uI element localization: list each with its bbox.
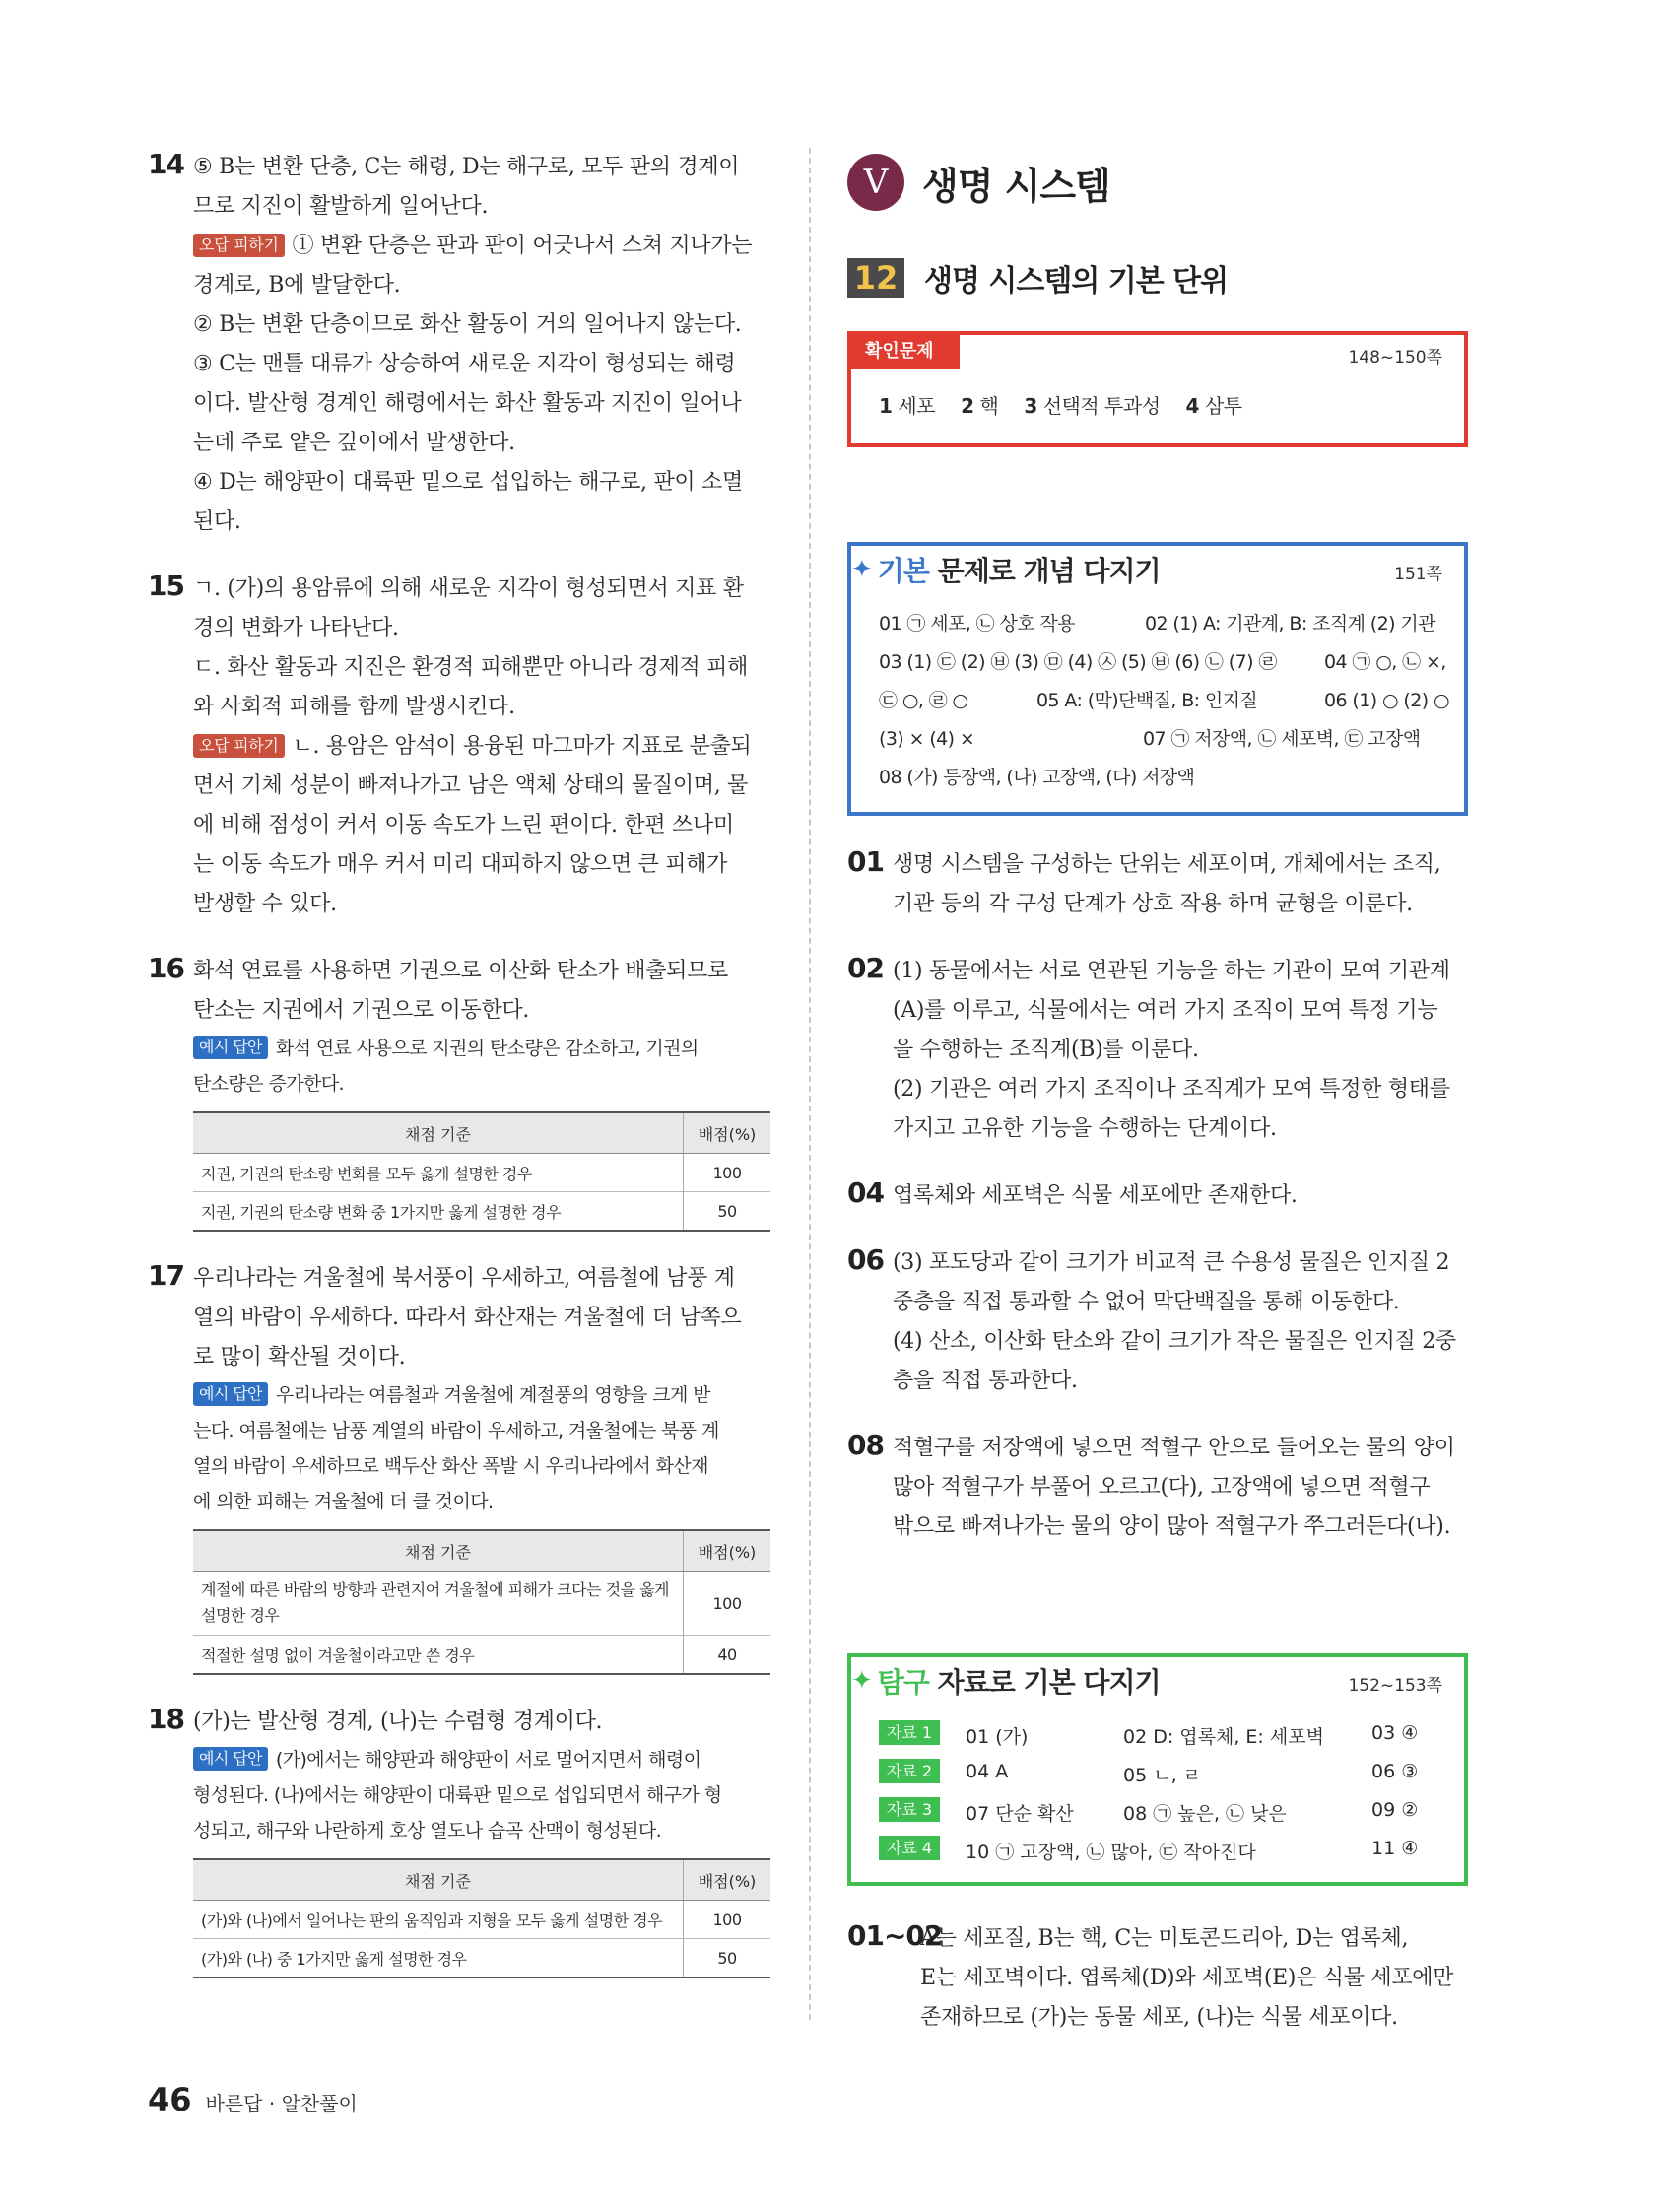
text-line: 기관 등의 각 구성 단계가 상호 작용 하며 균형을 이룬다. [893,892,1413,916]
text-line [193,727,770,767]
text-line: A는 세포질, B는 핵, C는 미토콘드리아, D는 엽록체, [920,1926,1409,1951]
text-line [193,227,770,266]
item-number: 2 [961,394,974,418]
answer-line [193,1031,770,1066]
data-chip: 자료 1 [879,1720,940,1745]
text-line: ④ D는 해양판이 대륙판 밑으로 섭입하는 해구로, 판이 소멸 [193,470,743,495]
answer-segment: 06 (1) ○ (2) ○ [1324,690,1449,711]
explanation-01 [847,845,1468,924]
answer-segment: 04 ㉠ ○, ㉡ ×, [1324,651,1446,673]
question-number: 15 [148,570,184,602]
score-cell: 100 [684,1572,771,1636]
answer-segment: 07 ㉠ 저장액, ㉡ 세포벽, ㉢ 고장액 [1143,728,1421,750]
text-line: 와 사회적 피해를 함께 발생시킨다. [193,695,515,719]
basic-answers [879,605,1449,797]
answer-segment: 02 (1) A: 기관계, B: 조직계 (2) 기관 [1145,613,1435,635]
wrong-answer-tag: 오답 피하기 [193,234,285,257]
explanation-02 [847,952,1468,1149]
criteria-header: 채점 기준 [193,1112,684,1154]
confirm-item [1186,390,1242,419]
item-answer: 세포 [898,394,936,418]
chapter-title: 생명 시스템의 기본 단위 [924,264,1229,299]
answer-segment: 09 ② [1371,1799,1419,1821]
confirm-answers [879,390,1242,419]
text-line: 을 수행하는 조직계(B)를 이룬다. [893,1038,1199,1062]
answer-line: 는다. 여름철에는 남풍 계열의 바람이 우세하고, 겨울철에는 북풍 계 [193,1420,719,1441]
answer-line: 열의 바람이 우세하므로 백두산 화산 폭발 시 우리나라에서 화산재 [193,1455,708,1477]
text-line: 많아 적혈구가 부풀어 오르고(다), 고장액에 넣으면 적혈구 [893,1475,1431,1500]
text-line: (2) 기관은 여러 가지 조직이나 조직계가 모여 특정한 형태를 [893,1077,1450,1102]
text-line: ③ C는 맨틀 대류가 상승하여 새로운 지각이 형성되는 해령 [193,352,736,376]
answer-segment: 05 A: (막)단백질, B: 인지질 [1036,690,1258,711]
text-line: ㄷ. 화산 활동과 지진은 환경적 피해뿐만 아니라 경제적 피해 [193,655,749,680]
data-chip: 자료 3 [879,1797,940,1822]
question-17 [148,1259,770,1675]
sparkle-icon: ✦ [851,555,872,584]
explore-row [879,1793,1440,1832]
item-answer: 삼투 [1204,394,1242,418]
wrong-answer-tag: 오답 피하기 [193,734,285,758]
left-column [148,148,770,2006]
answer-row [879,759,1440,797]
answer-segment: 06 ③ [1371,1761,1419,1782]
title-highlight: 탐구 [877,1666,929,1699]
question-number: 06 [847,1243,884,1276]
tag-line-text: (가)에서는 해양판과 해양판이 서로 멀어지면서 해령이 [275,1749,701,1771]
confirm-box-label: 확인문제 [851,335,960,369]
sparkle-icon: ✦ [851,1666,872,1696]
question-number: 01 [847,845,884,878]
criteria-cell: 적절한 설명 없이 겨울철이라고만 쓴 경우 [193,1636,684,1675]
basic-concept-box [847,542,1468,816]
text-line: 존재하므로 (가)는 동물 세포, (나)는 식물 세포이다. [920,2005,1398,2030]
text-line: ⑤ B는 변환 단층, C는 해령, D는 해구로, 모두 판의 경계이 [193,155,740,179]
answer-segment: 02 D: 엽록체, E: 세포벽 [1123,1726,1324,1748]
sample-answer-tag: 예시 답안 [193,1747,268,1771]
answer-line: 형성된다. (나)에서는 해양판이 대륙판 밑으로 섭입되면서 해구가 형 [193,1784,722,1806]
basic-box-title [851,550,1161,589]
explore-row [879,1832,1440,1870]
answer-segment: (3) × (4) × [879,728,975,750]
answer-segment: 11 ④ [1371,1838,1419,1859]
question-number: 02 [847,952,884,984]
question-15 [148,570,770,924]
answer-line: 탄소량은 증가한다. [193,1073,344,1095]
text-line: 경의 변화가 나타난다. [193,616,399,640]
score-cell: 100 [684,1154,771,1192]
criteria-header: 채점 기준 [193,1859,684,1901]
item-number: 1 [879,394,893,418]
answer-segment: 04 A [966,1761,1009,1782]
text-line: 에 비해 점성이 커서 이동 속도가 느린 편이다. 한편 쓰나미 [193,813,734,838]
tag-line-text: ① 변환 단층은 판과 판이 어긋나서 스쳐 지나가는 [292,234,753,258]
answer-segment: 01 (가) [966,1726,1029,1748]
explore-data-box [847,1653,1468,1886]
table-row [193,1636,770,1675]
question-number: 04 [847,1176,884,1209]
question-18 [148,1703,770,1978]
question-16 [148,952,770,1232]
criteria-cell: (가)와 (나)에서 일어나는 판의 움직임과 지형을 모두 옳게 설명한 경우 [193,1901,684,1939]
sample-answer-tag: 예시 답안 [193,1382,268,1406]
page-footer [148,2081,358,2118]
answer-segment: 08 ㉠ 높은, ㉡ 낮은 [1123,1803,1287,1825]
question-number: 08 [847,1429,884,1461]
confirm-item [879,390,935,419]
explanation-04 [847,1176,1468,1216]
text-line: (A)를 이루고, 식물에서는 여러 가지 조직이 모여 특정 기능 [893,998,1438,1023]
right-column [847,148,1468,2065]
text-line: 로 많이 확산될 것이다. [193,1345,406,1370]
answer-segment: 05 ㄴ, ㄹ [1123,1765,1202,1786]
text-line: 층을 직접 통과한다. [893,1369,1078,1393]
score-cell: 50 [684,1192,771,1232]
text-line: (1) 동물에서는 서로 연관된 기능을 하는 기관이 모여 기관계 [893,959,1450,983]
grading-table-header [193,1859,770,1901]
explanation-08 [847,1429,1468,1547]
answer-segment: 10 ㉠ 고장액, ㉡ 많아, ㉢ 작아진다 [966,1842,1256,1863]
page-reference: 152~153쪽 [1348,1676,1442,1696]
grading-table [193,1858,770,1978]
text-line: ㄱ. (가)의 용암류에 의해 새로운 지각이 형성되면서 지표 환 [193,576,744,601]
criteria-cell: 지권, 기권의 탄소량 변화 중 1가지만 옳게 설명한 경우 [193,1192,684,1232]
table-row [193,1154,770,1192]
sample-answer-tag: 예시 답안 [193,1036,268,1059]
table-row [193,1901,770,1939]
text-line: (4) 산소, 이산화 탄소와 같이 크기가 작은 물질은 인지질 2중 [893,1329,1456,1354]
tag-line-text: 우리나라는 여름철과 겨울철에 계절풍의 영향을 크게 받 [275,1384,710,1406]
question-number: 18 [148,1703,184,1735]
answer-line [193,1377,770,1413]
text-line: 가지고 고유한 기능을 수행하는 단계이다. [893,1116,1277,1141]
text-line: 는 이동 속도가 매우 커서 미리 대피하지 않으면 큰 피해가 [193,852,728,877]
answer-row [879,605,1440,643]
data-chip: 자료 4 [879,1836,940,1860]
text-line: (3) 포도당과 같이 크기가 비교적 큰 수용성 물질은 인지질 2 [893,1250,1450,1275]
score-cell: 100 [684,1901,771,1939]
answer-line [193,1742,770,1777]
text-line: (가)는 발산형 경계, (나)는 수렴형 경계이다. [193,1709,603,1734]
criteria-cell: 계절에 따른 바람의 방향과 관련지어 겨울철에 피해가 크다는 것을 옳게 설명한 경우 [193,1572,684,1636]
text-line: 중층을 직접 통과할 수 없어 막단백질을 통해 이동한다. [893,1290,1400,1314]
text-line: 경계로, B에 발달한다. [193,273,401,298]
confirm-item [1024,390,1160,419]
text-line: 는데 주로 얕은 깊이에서 발생한다. [193,431,515,455]
unit-title: 생명 시스템 [922,164,1110,208]
tag-line-text: 화석 연료 사용으로 지권의 탄소량은 감소하고, 기권의 [275,1038,699,1059]
page-reference: 151쪽 [1394,565,1442,584]
unit-header [847,148,1468,217]
answer-segment: 03 (1) ㉢ (2) ㉥ (3) ㉤ (4) ㉦ (5) ㉥ (6) ㉡ (7) ㉣ [879,651,1277,673]
question-number: 01~02 [847,1919,943,1952]
text-line: 탄소는 지권에서 기권으로 이동한다. [193,998,530,1023]
table-row [193,1572,770,1636]
score-cell: 50 [684,1939,771,1978]
text-line: 화석 연료를 사용하면 기권으로 이산화 탄소가 배출되므로 [193,959,729,983]
question-number: 16 [148,952,184,984]
text-line: 밖으로 빠져나가는 물의 양이 많아 적혈구가 쭈그러든다(나). [893,1514,1451,1539]
answer-segment: 07 단순 확산 [966,1803,1074,1825]
page-reference: 148~150쪽 [1348,348,1442,368]
footer-text: 바른답 · 알찬풀이 [205,2092,358,2115]
confirm-item [961,390,998,419]
grading-table-header [193,1530,770,1572]
text-line: 생명 시스템을 구성하는 단위는 세포이며, 개체에서는 조직, [893,852,1441,877]
item-answer: 선택적 투과성 [1042,394,1161,418]
text-line: 므로 지진이 활발하게 일어난다. [193,194,489,219]
answer-line: 에 의한 피해는 겨울철에 더 클 것이다. [193,1491,494,1512]
title-rest: 자료로 기본 다지기 [928,1666,1161,1699]
score-header: 배점(%) [684,1530,771,1572]
title-highlight: 기본 [877,555,929,587]
answer-row [879,643,1446,682]
text-line: 적혈구를 저장액에 넣으면 적혈구 안으로 들어오는 물의 양이 [893,1436,1455,1460]
text-line: 면서 기체 성분이 빠져나가고 남은 액체 상태의 물질이며, 물 [193,773,749,798]
criteria-cell: 지권, 기권의 탄소량 변화를 모두 옳게 설명한 경우 [193,1154,684,1192]
explore-row [879,1755,1440,1793]
chapter-number: 12 [847,258,904,298]
answer-row [879,682,1449,720]
answer-line: 성되고, 해구와 나란하게 호상 열도나 습곡 산맥이 형성된다. [193,1820,662,1842]
unit-number-badge: V [847,154,904,211]
text-line: ② B는 변환 단층이므로 화산 활동이 거의 일어나지 않는다. [193,312,742,337]
grading-table [193,1529,770,1675]
explore-row [879,1716,1440,1755]
score-header: 배점(%) [684,1859,771,1901]
text-line: 발생할 수 있다. [193,892,337,916]
chapter-header [847,256,1468,300]
answer-segment: 03 ④ [1371,1722,1419,1744]
text-line: 열의 바람이 우세하다. 따라서 화산재는 겨울철에 더 남쪽으 [193,1306,742,1330]
item-number: 3 [1024,394,1037,418]
text-line: 된다. [193,509,241,534]
score-header: 배점(%) [684,1112,771,1154]
explore-answers [879,1716,1440,1870]
text-line: 우리나라는 겨울철에 북서풍이 우세하고, 여름철에 남풍 계 [193,1266,735,1291]
score-cell: 40 [684,1636,771,1675]
table-row [193,1192,770,1232]
question-number: 17 [148,1259,184,1292]
text-line: E는 세포벽이다. 엽록체(D)와 세포벽(E)은 식물 세포에만 [920,1966,1454,1990]
answer-segment: 01 ㉠ 세포, ㉡ 상호 작용 [879,613,1075,635]
column-divider [809,148,811,2020]
grading-table-header [193,1112,770,1154]
answer-segment: 08 (가) 등장액, (나) 고장액, (다) 저장액 [879,767,1195,788]
criteria-header: 채점 기준 [193,1530,684,1572]
question-number: 14 [148,148,184,180]
tag-line-text: ㄴ. 용암은 암석이 용융된 마그마가 지표로 분출되 [292,734,752,759]
explanation-01-02 [847,1919,1468,2038]
answer-row [879,720,1440,759]
explore-box-title [851,1661,1161,1701]
grading-table [193,1111,770,1232]
answer-segment: ㉢ ○, ㉣ ○ [879,690,968,711]
explanation-06 [847,1243,1468,1401]
item-number: 4 [1185,394,1199,418]
page-number: 46 [148,2081,192,2118]
item-answer: 핵 [979,394,999,418]
table-row [193,1939,770,1978]
question-14 [148,148,770,542]
criteria-cell: (가)와 (나) 중 1가지만 옳게 설명한 경우 [193,1939,684,1978]
text-line: 엽록체와 세포벽은 식물 세포에만 존재한다. [893,1183,1298,1208]
data-chip: 자료 2 [879,1759,940,1783]
confirm-problem-box [847,331,1468,447]
text-line: 이다. 발산형 경계인 해령에서는 화산 활동과 지진이 일어나 [193,391,742,416]
title-rest: 문제로 개념 다지기 [928,555,1161,587]
